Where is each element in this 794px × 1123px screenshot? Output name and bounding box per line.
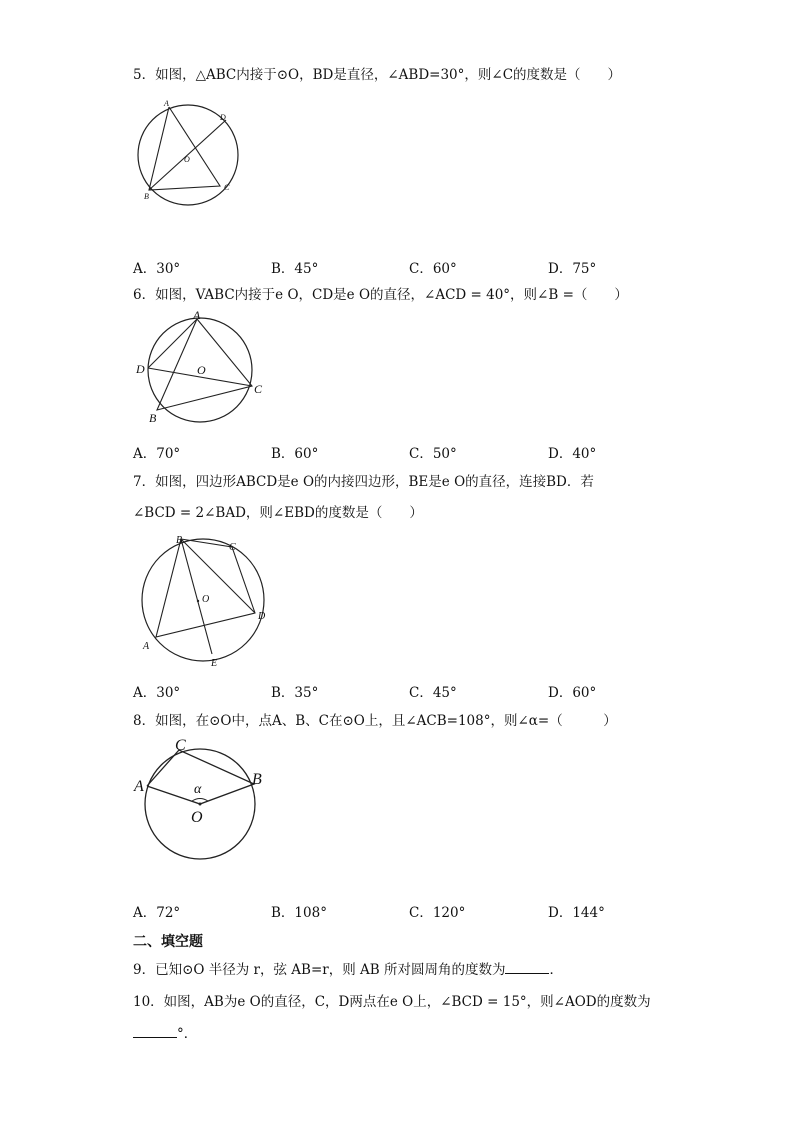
q8-stem: 8．如图，在⊙O中，点A、B、C在⊙O上，且∠ACB=108°，则∠α=（ ）	[133, 713, 617, 729]
q7-label-c: C	[229, 542, 236, 553]
q6-option-a[interactable]: A．70°	[133, 446, 181, 462]
q8-option-b[interactable]: B．108°	[271, 905, 327, 921]
q6-option-c[interactable]: C．50°	[409, 446, 457, 462]
q7-label-e: E	[211, 658, 218, 669]
q10-end: °．	[177, 1026, 198, 1042]
q6-stem: 6．如图，VABC内接于e O，CD是e O的直径，∠ACD = 40°，则∠B =（ ）	[133, 287, 628, 303]
q5-label-b: B	[144, 192, 149, 201]
q9-line	[133, 961, 563, 979]
q7-stem-line2: ∠BCD = 2∠BAD，则∠EBD的度数是（ ）	[133, 505, 423, 521]
q6-label-a: A	[193, 308, 201, 322]
q5-label-a: A	[164, 99, 169, 108]
q5-option-c[interactable]: C．60°	[409, 261, 457, 277]
q5-figure	[128, 96, 248, 211]
q10-answer-blank[interactable]	[133, 1025, 177, 1038]
q5-label-o: O	[184, 155, 190, 164]
q7-option-d[interactable]: D．60°	[548, 685, 597, 701]
q8-option-a[interactable]: A．72°	[133, 905, 181, 921]
q5-option-d[interactable]: D．75°	[548, 261, 597, 277]
q7-label-a: A	[143, 641, 150, 652]
section-heading: 二、填空题	[133, 934, 203, 950]
q7-option-c[interactable]: C．45°	[409, 685, 457, 701]
q8-label-o: O	[191, 809, 203, 826]
q10-line1: 10．如图，AB为e O的直径，C，D两点在e O上，∠BCD = 15°，则∠AOD的度数为	[133, 994, 651, 1010]
q8-label-c: C	[175, 737, 186, 754]
q6-label-c: C	[254, 382, 263, 396]
q9-answer-blank[interactable]	[505, 961, 549, 974]
q8-label-b: B	[252, 771, 262, 788]
q8-figure	[130, 733, 275, 863]
q9-text: 9．已知⊙O 半径为 r，弦 AB=r，则 AB 所对圆周角的度数为	[133, 962, 506, 978]
q7-option-b[interactable]: B．35°	[271, 685, 319, 701]
q8-option-d[interactable]: D．144°	[548, 905, 605, 921]
q6-figure	[130, 308, 270, 433]
q7-option-a[interactable]: A．30°	[133, 685, 181, 701]
q5-option-a[interactable]: A．30°	[133, 261, 181, 277]
q7-figure	[130, 530, 275, 670]
q7-stem-line1: 7．如图，四边形ABCD是e O的内接四边形，BE是e O的直径，连接BD．若	[133, 474, 594, 490]
q10-line2	[133, 1025, 197, 1043]
q5-label-c: C	[224, 183, 230, 192]
q5-stem: 5．如图，△ABC内接于⊙O，BD是直径，∠ABD=30°，则∠C的度数是（ ）	[133, 67, 622, 83]
q8-label-a: A	[134, 778, 144, 795]
q7-label-b: B	[176, 535, 183, 546]
q6-option-d[interactable]: D．40°	[548, 446, 597, 462]
q9-end: ．	[549, 962, 563, 978]
q6-label-d: D	[136, 362, 145, 376]
q8-option-c[interactable]: C．120°	[409, 905, 466, 921]
q8-label-alpha: α	[194, 782, 202, 797]
q5-option-b[interactable]: B．45°	[271, 261, 319, 277]
q6-label-b: B	[149, 411, 157, 425]
q5-label-d: D	[220, 113, 226, 122]
q6-label-o: O	[197, 363, 206, 377]
q6-option-b[interactable]: B．60°	[271, 446, 319, 462]
q7-label-o: O	[202, 594, 210, 605]
q7-label-d: D	[258, 611, 266, 622]
